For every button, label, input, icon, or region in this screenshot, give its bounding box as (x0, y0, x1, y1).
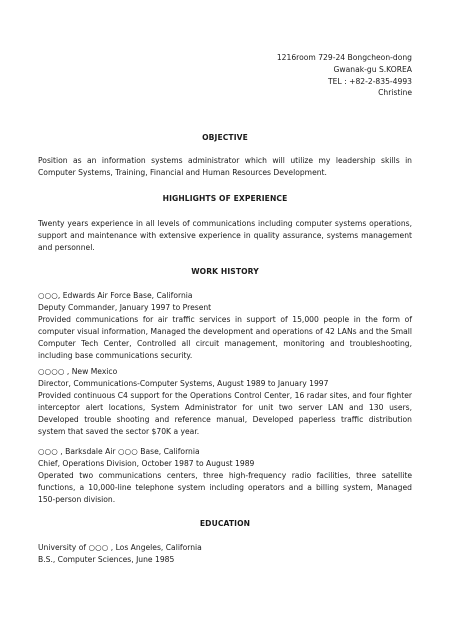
job-description: Operated two communications centers, three high-frequency radio facilities, three satellite functions, a 10,000-line telephone system including operators and a billing system, Managed 150-person division. (38, 471, 412, 504)
job-entry-2 (38, 366, 412, 438)
objective-heading: OBJECTIVE (202, 133, 248, 142)
highlights-heading: HIGHLIGHTS OF EXPERIENCE (162, 194, 288, 203)
education-school: University of ○○○ , Los Angeles, California (38, 543, 202, 552)
education-degree: B.S., Computer Sciences, June 1985 (38, 555, 175, 564)
job-title: Deputy Commander, January 1997 to Present (38, 303, 212, 312)
education-entry (38, 542, 412, 566)
job-location: ○○○ , Barksdale Air ○○○ Base, California (38, 447, 200, 456)
highlights-text: Twenty years experience in all levels of communications including computer systems operations, support and maintenance with extensive experience in quality assurance, systems management and personnel. (38, 219, 412, 252)
address-phone: TEL : +82-2-835-4993 (328, 76, 412, 86)
address-name: Christine (378, 88, 412, 98)
address-line-2: Gwanak-gu S.KOREA (333, 64, 412, 74)
objective-text: Position as an information systems administrator which will utilize my leadership skills in Computer Systems, Training, Financial and Human Resources Development. (38, 156, 412, 177)
job-description: Provided communications for air traffic services in support of 15,000 people in the form of computer visual information, Managed the development and operations of 42 LANs and the Small Computer Tech Center, Controlled all circuit management, monitoring and troubleshooting, including base communications security. (38, 315, 412, 360)
contact-address-block (277, 52, 412, 99)
job-entry-3 (38, 446, 412, 506)
job-entry-1 (38, 290, 412, 362)
job-location: ○○○○ , New Mexico (38, 367, 118, 376)
job-location: ○○○, Edwards Air Force Base, California (38, 291, 193, 300)
work-history-heading: WORK HISTORY (191, 267, 259, 276)
job-title: Director, Communications-Computer Systems, August 1989 to January 1997 (38, 379, 329, 388)
job-description: Provided continuous C4 support for the Operations Control Center, 16 radar sites, and four fighter interceptor alert locations, System Administrator for unit two server LAN and 130 users, Developed trouble shooting and reference manual, Developed paperless traffic distribution system that saved the sector $70K a year. (38, 391, 412, 436)
address-line-1: 1216room 729-24 Bongcheon-dong (276, 53, 412, 62)
job-title: Chief, Operations Division, October 1987 to August 1989 (38, 459, 255, 468)
education-heading: EDUCATION (199, 519, 251, 528)
